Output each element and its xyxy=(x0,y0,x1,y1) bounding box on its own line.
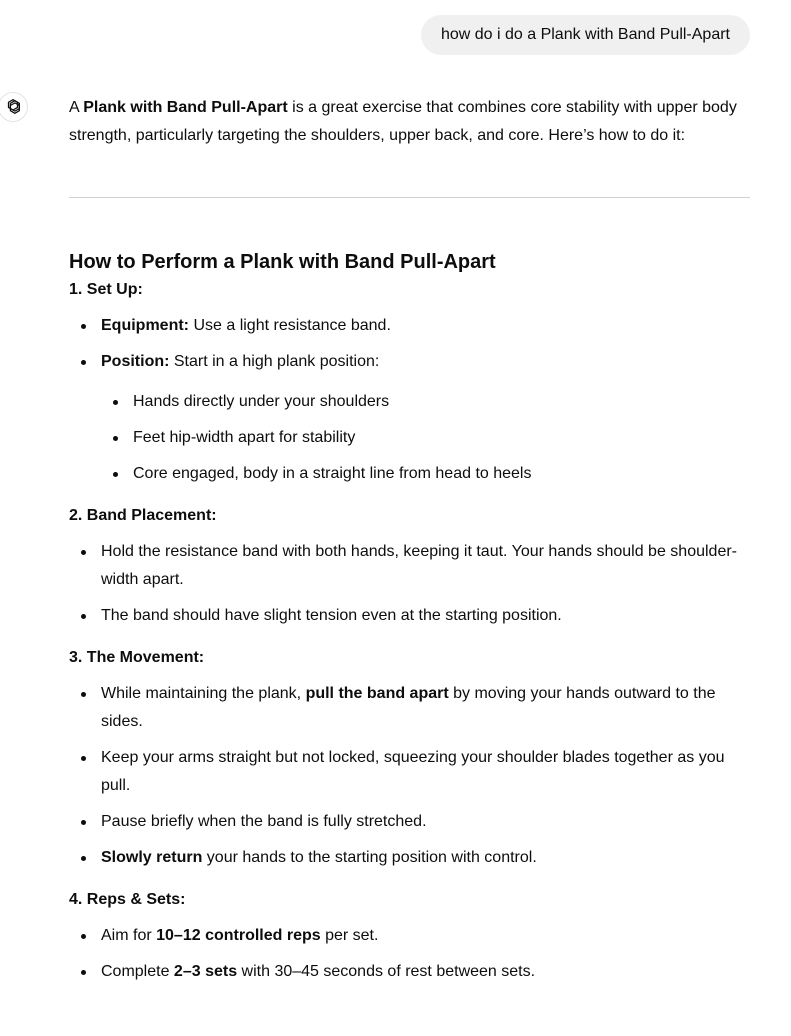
list-item-text: Aim for xyxy=(101,927,157,944)
list-item-bold: 10–12 controlled reps xyxy=(156,927,321,944)
list-item-bold: Equipment: xyxy=(101,317,189,334)
openai-logo-icon xyxy=(3,97,23,117)
user-message-bubble xyxy=(421,15,750,55)
list-item-bold: 2–3 sets xyxy=(173,963,238,980)
list-item-bold: Slowly return xyxy=(101,849,203,866)
list-item xyxy=(101,680,754,736)
step-list-movement xyxy=(69,680,754,872)
intro-paragraph xyxy=(69,94,754,150)
list-item: Pause briefly when the band is fully stretched. xyxy=(101,808,754,836)
list-item: Keep your arms straight but not locked, squeezing your shoulder blades together as you pull. xyxy=(101,744,754,800)
step-list-reps-sets xyxy=(69,922,754,986)
step-heading-setup: 1. Set Up: xyxy=(69,281,143,298)
list-item xyxy=(101,348,754,488)
section-title: How to Perform a Plank with Band Pull-Apart xyxy=(69,251,496,273)
list-item-bold: pull the band apart xyxy=(305,685,449,702)
list-item xyxy=(101,312,754,340)
list-item: The band should have slight tension even at the starting position. xyxy=(101,602,754,630)
list-item: Hold the resistance band with both hands, keeping it taut. Your hands should be shoulder-width apart. xyxy=(101,538,754,594)
sub-list-item: Core engaged, body in a straight line from head to heels xyxy=(133,460,754,488)
intro-text-pre: A xyxy=(69,99,84,116)
step-list-band-placement xyxy=(69,538,754,630)
intro-text-bold: Plank with Band Pull-Apart xyxy=(83,99,288,116)
step-list-setup xyxy=(69,312,754,488)
list-item xyxy=(101,844,754,872)
list-item-text: Use a light resistance band. xyxy=(189,317,391,334)
list-item-bold: Position: xyxy=(101,353,170,370)
step-heading-movement: 3. The Movement: xyxy=(69,649,205,666)
list-item-text: your hands to the starting position with control. xyxy=(202,849,537,866)
section-divider xyxy=(69,197,750,198)
sub-list-item: Hands directly under your shoulders xyxy=(133,388,754,416)
sub-list-position xyxy=(101,388,754,488)
user-message-text: how do i do a Plank with Band Pull-Apart xyxy=(440,26,730,43)
list-item-text: with 30–45 seconds of rest between sets. xyxy=(237,963,536,980)
list-item xyxy=(101,922,754,950)
intro-text-post: is a great exercise that combines core stability with upper body strength, particularly targeting the shoulders, upper back, and core. Here’s how to do it: xyxy=(69,99,737,144)
step-heading-band-placement: 2. Band Placement: xyxy=(69,507,217,524)
list-item-text: While maintaining the plank, xyxy=(101,685,306,702)
list-item-text: by moving your hands outward to the sides. xyxy=(101,685,716,730)
assistant-avatar xyxy=(0,92,28,122)
list-item xyxy=(101,958,754,986)
sub-list-item: Feet hip-width apart for stability xyxy=(133,424,754,452)
assistant-message xyxy=(69,94,754,994)
list-item-text: Start in a high plank position: xyxy=(169,353,380,370)
list-item-text: per set. xyxy=(320,927,379,944)
step-heading-reps-sets: 4. Reps & Sets: xyxy=(69,891,186,908)
list-item-text: Complete xyxy=(101,963,174,980)
